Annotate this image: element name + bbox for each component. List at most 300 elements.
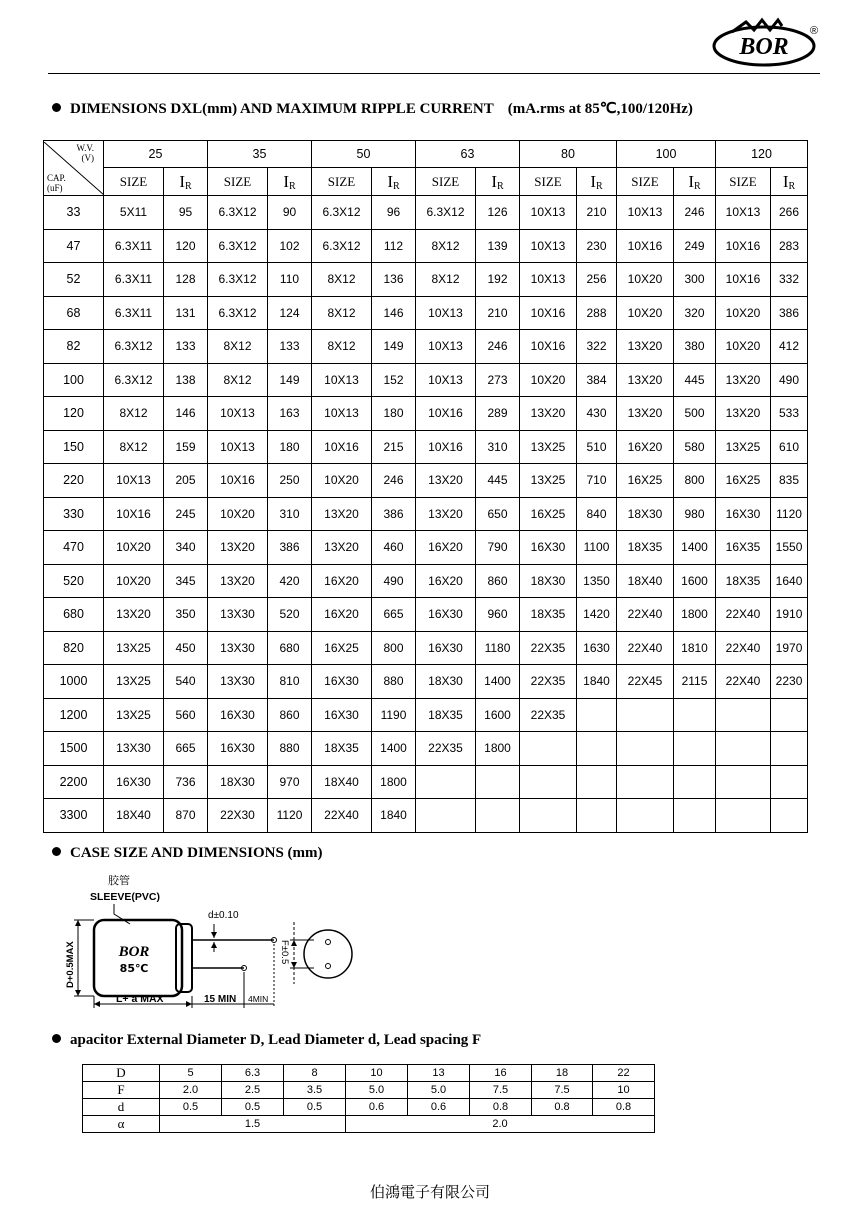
- ripple-cell: 102: [268, 229, 312, 263]
- ir-letter: I: [283, 171, 289, 191]
- table-row: [44, 330, 808, 364]
- capacitor-dimension-diagram: [64, 868, 354, 1018]
- ripple-cell: [674, 698, 716, 732]
- ripple-cell: 980: [674, 497, 716, 531]
- size-cell: [617, 799, 674, 833]
- ripple-cell: 289: [476, 397, 520, 431]
- diameter-cell: 13: [408, 1065, 470, 1082]
- size-cell: 6.3X12: [208, 229, 268, 263]
- table-row: [44, 698, 808, 732]
- ripple-cell: 246: [476, 330, 520, 364]
- size-cell: 13X30: [208, 598, 268, 632]
- table-row: [44, 531, 808, 565]
- size-cell: 16X30: [416, 598, 476, 632]
- size-cell: 22X35: [416, 732, 476, 766]
- table-row: [44, 196, 808, 230]
- voltage-header: 35: [208, 141, 312, 168]
- ripple-cell: [476, 799, 520, 833]
- ir-subscript: R: [185, 180, 192, 192]
- size-cell: 10X13: [520, 196, 577, 230]
- ripple-cell: 1840: [372, 799, 416, 833]
- ir-header: [268, 168, 312, 196]
- ripple-cell: 840: [577, 497, 617, 531]
- ripple-cell: 412: [771, 330, 808, 364]
- ripple-cell: 1400: [476, 665, 520, 699]
- size-cell: 22X40: [716, 598, 771, 632]
- corner-cap-label: CAP. (uF): [47, 172, 66, 193]
- ripple-cell: 350: [164, 598, 208, 632]
- ripple-cell: [577, 765, 617, 799]
- cap-cell: 100: [44, 363, 104, 397]
- lead-d-label: d±0.10: [208, 910, 239, 921]
- diameter-cell: 7.5: [532, 1082, 593, 1099]
- ripple-cell: [771, 732, 808, 766]
- diameter-row-F: [83, 1082, 655, 1099]
- ripple-cell: 1420: [577, 598, 617, 632]
- size-cell: 13X25: [104, 665, 164, 699]
- ripple-cell: 90: [268, 196, 312, 230]
- size-cell: 10X16: [716, 229, 771, 263]
- section-diameter-title: apacitor External Diameter D, Lead Diameter d, Lead spacing F: [70, 1032, 482, 1048]
- ripple-cell: 710: [577, 464, 617, 498]
- size-cell: 16X30: [716, 497, 771, 531]
- table-row: [44, 397, 808, 431]
- size-cell: 10X16: [104, 497, 164, 531]
- cap-cell: 33: [44, 196, 104, 230]
- size-cell: [520, 765, 577, 799]
- diameter-cell: 22: [593, 1065, 655, 1082]
- size-cell: 18X30: [416, 665, 476, 699]
- ripple-cell: 490: [771, 363, 808, 397]
- end-view-circle: [304, 930, 352, 978]
- ripple-cell: 386: [372, 497, 416, 531]
- table-row: [44, 564, 808, 598]
- size-cell: 16X20: [617, 430, 674, 464]
- ripple-cell: 180: [372, 397, 416, 431]
- diameter-cell: 2.0: [160, 1082, 222, 1099]
- ripple-cell: 310: [476, 430, 520, 464]
- dimensions-ripple-table: [43, 140, 808, 833]
- cap-cell: 220: [44, 464, 104, 498]
- size-cell: 18X40: [104, 799, 164, 833]
- size-header: SIZE: [312, 168, 372, 196]
- ripple-cell: 835: [771, 464, 808, 498]
- size-cell: 13X20: [716, 397, 771, 431]
- size-cell: 10X13: [416, 330, 476, 364]
- ir-subscript: R: [497, 180, 504, 192]
- size-cell: [416, 799, 476, 833]
- table-row: [44, 296, 808, 330]
- bullet-icon: [52, 103, 61, 112]
- diameter-cell: 0.8: [593, 1099, 655, 1116]
- ripple-cell: 1350: [577, 564, 617, 598]
- header-rule: [48, 73, 820, 74]
- section-dimensions-title: DIMENSIONS DXL(mm) AND MAXIMUM RIPPLE CURRENT: [70, 101, 494, 117]
- dim-l-label: L+ a MAX: [116, 993, 164, 1005]
- size-cell: 13X20: [416, 497, 476, 531]
- diameter-cell: 0.5: [222, 1099, 284, 1116]
- ripple-cell: 210: [577, 196, 617, 230]
- size-cell: 10X16: [520, 330, 577, 364]
- ripple-cell: 1640: [771, 564, 808, 598]
- ripple-cell: 163: [268, 397, 312, 431]
- size-cell: [520, 732, 577, 766]
- size-cell: 13X30: [208, 665, 268, 699]
- diameter-cell: 7.5: [470, 1082, 532, 1099]
- ripple-cell: 128: [164, 263, 208, 297]
- ripple-cell: 300: [674, 263, 716, 297]
- cap-cell: 1500: [44, 732, 104, 766]
- size-cell: 10X20: [208, 497, 268, 531]
- size-cell: 16X30: [208, 732, 268, 766]
- diameter-cell: 3.5: [284, 1082, 346, 1099]
- diameter-cell: 5.0: [408, 1082, 470, 1099]
- ripple-cell: 180: [268, 430, 312, 464]
- ripple-cell: [771, 765, 808, 799]
- header-row-size-ir: [44, 168, 808, 196]
- size-cell: 16X20: [416, 564, 476, 598]
- size-cell: 10X13: [716, 196, 771, 230]
- diameter-row-D: [83, 1065, 655, 1082]
- size-cell: 6.3X12: [208, 196, 268, 230]
- diameter-cell: 0.8: [470, 1099, 532, 1116]
- size-cell: 16X25: [716, 464, 771, 498]
- ripple-cell: 245: [164, 497, 208, 531]
- ripple-cell: 288: [577, 296, 617, 330]
- ripple-cell: 1100: [577, 531, 617, 565]
- bullet-icon: [52, 847, 61, 856]
- corner-wv-label: W.V. (V): [76, 142, 94, 163]
- section-dimensions-heading: [52, 99, 693, 118]
- size-cell: 22X40: [716, 665, 771, 699]
- ripple-cell: 430: [577, 397, 617, 431]
- ripple-cell: 810: [268, 665, 312, 699]
- size-cell: 16X30: [520, 531, 577, 565]
- cap-cell: 3300: [44, 799, 104, 833]
- size-cell: 16X25: [312, 631, 372, 665]
- ripple-cell: 215: [372, 430, 416, 464]
- diameter-row-d: [83, 1099, 655, 1116]
- diameter-cell: 0.8: [532, 1099, 593, 1116]
- size-cell: [416, 765, 476, 799]
- size-cell: 6.3X11: [104, 263, 164, 297]
- size-cell: 18X30: [208, 765, 268, 799]
- size-cell: 13X20: [617, 363, 674, 397]
- ripple-cell: 665: [372, 598, 416, 632]
- size-cell: 10X13: [312, 397, 372, 431]
- ripple-cell: 230: [577, 229, 617, 263]
- diameter-cell: 18: [532, 1065, 593, 1082]
- size-cell: 10X20: [617, 296, 674, 330]
- diameter-cell: 0.6: [408, 1099, 470, 1116]
- ripple-cell: 1800: [372, 765, 416, 799]
- size-cell: 13X20: [716, 363, 771, 397]
- ir-header: [372, 168, 416, 196]
- size-cell: 13X25: [716, 430, 771, 464]
- ripple-cell: [771, 698, 808, 732]
- ripple-cell: 520: [268, 598, 312, 632]
- size-cell: 8X12: [104, 430, 164, 464]
- table-row: [44, 631, 808, 665]
- ripple-cell: 450: [164, 631, 208, 665]
- size-cell: 6.3X12: [104, 363, 164, 397]
- cap-cell: 2200: [44, 765, 104, 799]
- ir-letter: I: [782, 171, 789, 191]
- table-row: [44, 732, 808, 766]
- size-cell: 18X30: [520, 564, 577, 598]
- ir-subscript: R: [393, 180, 400, 192]
- size-cell: 13X20: [617, 397, 674, 431]
- cap-cell: 1000: [44, 665, 104, 699]
- size-cell: 8X12: [208, 330, 268, 364]
- size-cell: 10X20: [520, 363, 577, 397]
- ripple-cell: 384: [577, 363, 617, 397]
- size-cell: 8X12: [104, 397, 164, 431]
- ripple-cell: 880: [372, 665, 416, 699]
- ripple-cell: 250: [268, 464, 312, 498]
- diameter-cell: 8: [284, 1065, 346, 1082]
- ripple-cell: 1800: [476, 732, 520, 766]
- size-cell: 22X35: [520, 665, 577, 699]
- size-cell: 16X30: [416, 631, 476, 665]
- ripple-cell: 266: [771, 196, 808, 230]
- ripple-cell: 1970: [771, 631, 808, 665]
- size-cell: 16X30: [104, 765, 164, 799]
- ripple-cell: [577, 799, 617, 833]
- size-cell: 18X35: [416, 698, 476, 732]
- ripple-cell: 96: [372, 196, 416, 230]
- ripple-cell: 152: [372, 363, 416, 397]
- ripple-cell: [674, 799, 716, 833]
- size-cell: 16X20: [416, 531, 476, 565]
- size-cell: 10X13: [520, 263, 577, 297]
- body-logo: BOR: [118, 944, 150, 960]
- size-cell: 10X20: [716, 296, 771, 330]
- cap-cell: 150: [44, 430, 104, 464]
- size-cell: 18X35: [520, 598, 577, 632]
- cap-cell: 68: [44, 296, 104, 330]
- ripple-cell: 136: [372, 263, 416, 297]
- size-cell: 10X13: [208, 397, 268, 431]
- ripple-cell: 192: [476, 263, 520, 297]
- ripple-cell: 205: [164, 464, 208, 498]
- table-row: [44, 765, 808, 799]
- cap-cell: 52: [44, 263, 104, 297]
- size-cell: 13X20: [312, 497, 372, 531]
- ir-letter: I: [387, 171, 393, 191]
- size-cell: 10X16: [617, 229, 674, 263]
- ripple-cell: 580: [674, 430, 716, 464]
- row-label: D: [83, 1065, 160, 1082]
- voltage-header: 50: [312, 141, 416, 168]
- ripple-cell: 445: [674, 363, 716, 397]
- size-cell: 10X16: [208, 464, 268, 498]
- corner-cell: [44, 141, 104, 196]
- size-cell: [617, 765, 674, 799]
- section-dimensions-unit: (mA.rms at 85℃,100/120Hz): [507, 101, 693, 117]
- ripple-cell: [771, 799, 808, 833]
- ripple-cell: [476, 765, 520, 799]
- ripple-cell: 380: [674, 330, 716, 364]
- size-cell: 10X20: [104, 564, 164, 598]
- ripple-cell: 133: [268, 330, 312, 364]
- size-cell: 6.3X11: [104, 296, 164, 330]
- ir-subscript: R: [694, 180, 701, 192]
- ripple-cell: 1120: [771, 497, 808, 531]
- diameter-row-alpha: [83, 1116, 655, 1133]
- row-label: F: [83, 1082, 160, 1099]
- ripple-cell: 322: [577, 330, 617, 364]
- diameter-cell: 2.5: [222, 1082, 284, 1099]
- size-cell: 10X16: [312, 430, 372, 464]
- ripple-cell: 133: [164, 330, 208, 364]
- size-cell: [617, 698, 674, 732]
- ripple-cell: 149: [268, 363, 312, 397]
- ir-letter: I: [688, 171, 694, 191]
- voltage-header: 120: [716, 141, 808, 168]
- size-header: SIZE: [104, 168, 164, 196]
- ripple-cell: 1600: [674, 564, 716, 598]
- ripple-cell: 1120: [268, 799, 312, 833]
- ripple-cell: 273: [476, 363, 520, 397]
- ripple-cell: 510: [577, 430, 617, 464]
- ir-header: [771, 168, 808, 196]
- size-cell: 13X20: [416, 464, 476, 498]
- size-header: SIZE: [716, 168, 771, 196]
- size-cell: 13X25: [104, 698, 164, 732]
- ripple-cell: 1910: [771, 598, 808, 632]
- header-row-voltage: [44, 141, 808, 168]
- ripple-cell: 386: [268, 531, 312, 565]
- footer-company-name: 伯鴻電子有限公司: [369, 1183, 490, 1201]
- ripple-cell: 126: [476, 196, 520, 230]
- ripple-cell: 1550: [771, 531, 808, 565]
- ir-subscript: R: [788, 180, 796, 192]
- size-cell: 8X12: [416, 263, 476, 297]
- size-header: SIZE: [520, 168, 577, 196]
- diameter-cell: 0.6: [346, 1099, 408, 1116]
- ripple-cell: 880: [268, 732, 312, 766]
- size-cell: 22X35: [520, 631, 577, 665]
- cap-cell: 820: [44, 631, 104, 665]
- cap-cell: 330: [44, 497, 104, 531]
- diameter-cell: 10: [593, 1082, 655, 1099]
- voltage-header: 25: [104, 141, 208, 168]
- size-cell: 10X20: [104, 531, 164, 565]
- ir-subscript: R: [289, 180, 296, 192]
- company-logo: [712, 8, 824, 70]
- size-cell: 8X12: [312, 263, 372, 297]
- ir-header: [674, 168, 716, 196]
- ripple-cell: [577, 732, 617, 766]
- table-row: [44, 464, 808, 498]
- table-row: [44, 430, 808, 464]
- size-cell: 16X35: [716, 531, 771, 565]
- size-cell: 6.3X12: [312, 229, 372, 263]
- size-cell: 10X20: [312, 464, 372, 498]
- ir-header: [164, 168, 208, 196]
- size-cell: 13X20: [312, 531, 372, 565]
- size-cell: 13X25: [520, 430, 577, 464]
- ripple-cell: 210: [476, 296, 520, 330]
- ripple-cell: [674, 765, 716, 799]
- voltage-header: 63: [416, 141, 520, 168]
- table-row: [44, 497, 808, 531]
- size-cell: 16X30: [312, 665, 372, 699]
- ripple-cell: 310: [268, 497, 312, 531]
- alpha-cell: 1.5: [160, 1116, 346, 1133]
- size-cell: 10X13: [104, 464, 164, 498]
- ripple-cell: 1190: [372, 698, 416, 732]
- ripple-cell: 800: [372, 631, 416, 665]
- size-cell: 13X20: [617, 330, 674, 364]
- size-cell: [520, 799, 577, 833]
- registered-mark: ®: [810, 25, 819, 37]
- ir-letter: I: [590, 171, 596, 191]
- size-cell: 8X12: [416, 229, 476, 263]
- size-cell: 6.3X12: [104, 330, 164, 364]
- ripple-cell: 124: [268, 296, 312, 330]
- ripple-cell: 1840: [577, 665, 617, 699]
- ripple-cell: 860: [268, 698, 312, 732]
- size-cell: 10X16: [416, 397, 476, 431]
- ir-subscript: R: [596, 180, 603, 192]
- size-cell: [716, 698, 771, 732]
- dim-15-label: 15 MIN: [204, 994, 237, 1005]
- ripple-cell: 386: [771, 296, 808, 330]
- cap-cell: 1200: [44, 698, 104, 732]
- ripple-cell: 340: [164, 531, 208, 565]
- size-cell: 18X30: [617, 497, 674, 531]
- ripple-cell: 146: [164, 397, 208, 431]
- ripple-cell: 283: [771, 229, 808, 263]
- size-cell: 18X40: [617, 564, 674, 598]
- ripple-cell: 445: [476, 464, 520, 498]
- size-cell: [716, 799, 771, 833]
- voltage-header: 100: [617, 141, 716, 168]
- ripple-cell: 533: [771, 397, 808, 431]
- ripple-cell: [577, 698, 617, 732]
- size-cell: 5X11: [104, 196, 164, 230]
- size-cell: 10X20: [617, 263, 674, 297]
- dim-d-label: D+0.5MAX: [65, 941, 76, 988]
- size-cell: 10X16: [716, 263, 771, 297]
- ir-header: [476, 168, 520, 196]
- size-cell: 13X30: [208, 631, 268, 665]
- size-cell: 13X20: [104, 598, 164, 632]
- ripple-cell: 500: [674, 397, 716, 431]
- size-cell: 22X35: [520, 698, 577, 732]
- size-cell: 6.3X12: [208, 263, 268, 297]
- ripple-cell: 149: [372, 330, 416, 364]
- ir-letter: I: [179, 171, 185, 191]
- section-case-size-heading: [52, 845, 323, 862]
- ripple-cell: 650: [476, 497, 520, 531]
- size-cell: 6.3X12: [312, 196, 372, 230]
- diameter-cell: 6.3: [222, 1065, 284, 1082]
- table-row: [44, 263, 808, 297]
- ripple-cell: 610: [771, 430, 808, 464]
- size-cell: 8X12: [208, 363, 268, 397]
- ripple-cell: 345: [164, 564, 208, 598]
- bullet-icon: [52, 1034, 61, 1043]
- cap-cell: 470: [44, 531, 104, 565]
- size-cell: 18X35: [312, 732, 372, 766]
- ripple-cell: 320: [674, 296, 716, 330]
- ripple-cell: 139: [476, 229, 520, 263]
- size-cell: 10X13: [416, 296, 476, 330]
- ripple-cell: 800: [674, 464, 716, 498]
